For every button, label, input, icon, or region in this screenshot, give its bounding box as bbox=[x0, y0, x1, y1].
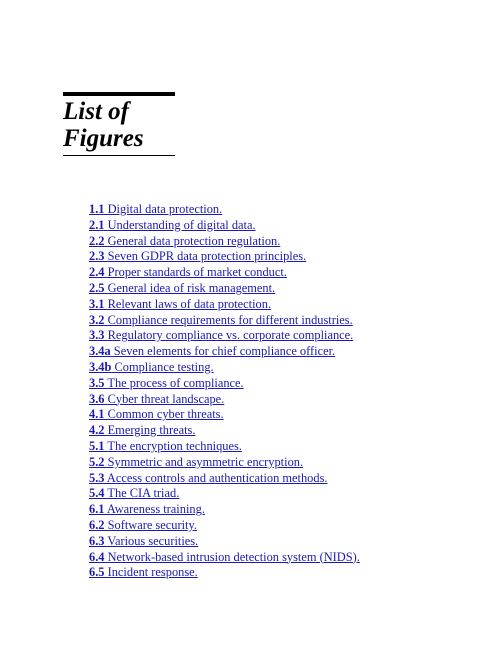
figure-label: Compliance testing. bbox=[114, 359, 214, 374]
figure-link[interactable] bbox=[89, 518, 197, 532]
figure-list bbox=[89, 202, 360, 581]
figure-number: 5.4 bbox=[89, 486, 105, 501]
title-bottom-rule bbox=[63, 155, 175, 156]
figure-list-item bbox=[89, 360, 360, 376]
figure-number: 3.4b bbox=[89, 359, 112, 374]
figure-list-item bbox=[89, 455, 360, 471]
figure-number: 6.5 bbox=[89, 565, 105, 580]
figure-list-item bbox=[89, 407, 360, 423]
figure-link[interactable] bbox=[89, 344, 335, 358]
figure-link[interactable] bbox=[89, 502, 205, 516]
figure-label: Incident response. bbox=[107, 565, 198, 580]
figure-link[interactable] bbox=[89, 486, 179, 500]
title-top-rule bbox=[63, 92, 175, 96]
figure-list-item bbox=[89, 218, 360, 234]
figure-list-item bbox=[89, 265, 360, 281]
figure-number: 2.3 bbox=[89, 249, 105, 264]
figure-link[interactable] bbox=[89, 313, 353, 327]
figure-number: 3.3 bbox=[89, 328, 105, 343]
figure-number: 4.1 bbox=[89, 407, 105, 422]
figure-list-item bbox=[89, 297, 360, 313]
figure-label: Symmetric and asymmetric encryption. bbox=[107, 454, 304, 469]
figure-link[interactable] bbox=[89, 407, 224, 421]
figure-label: Awareness training. bbox=[106, 502, 205, 517]
figure-link[interactable] bbox=[89, 455, 303, 469]
figure-link[interactable] bbox=[89, 550, 360, 564]
figure-number: 6.3 bbox=[89, 533, 105, 548]
figure-link[interactable] bbox=[89, 218, 256, 232]
page-title-line-1: List of bbox=[63, 98, 129, 125]
figure-link[interactable] bbox=[89, 297, 271, 311]
figure-list-item bbox=[89, 502, 360, 518]
figure-number: 6.4 bbox=[89, 549, 105, 564]
figure-list-item bbox=[89, 376, 360, 392]
figure-list-item bbox=[89, 550, 360, 566]
figure-number: 5.3 bbox=[89, 470, 105, 485]
figure-link[interactable] bbox=[89, 202, 222, 216]
figure-number: 6.1 bbox=[89, 502, 105, 517]
figure-number: 2.1 bbox=[89, 217, 105, 232]
figure-label: The CIA triad. bbox=[107, 486, 180, 501]
figure-number: 2.2 bbox=[89, 233, 105, 248]
figure-list-item bbox=[89, 518, 360, 534]
figure-label: Seven elements for chief compliance officer. bbox=[113, 344, 336, 359]
figure-number: 3.4a bbox=[89, 344, 111, 359]
figure-label: The encryption techniques. bbox=[107, 438, 242, 453]
figure-list-item bbox=[89, 486, 360, 502]
figure-link[interactable] bbox=[89, 565, 198, 579]
figure-list-item bbox=[89, 344, 360, 360]
figure-link[interactable] bbox=[89, 376, 244, 390]
figure-label: Network-based intrusion detection system (NIDS). bbox=[107, 549, 360, 564]
figure-number: 5.1 bbox=[89, 438, 105, 453]
figure-label: Relevant laws of data protection. bbox=[107, 296, 272, 311]
figure-label: General idea of risk management. bbox=[107, 280, 276, 295]
figure-number: 1.1 bbox=[89, 202, 105, 216]
figure-list-item bbox=[89, 392, 360, 408]
figure-label: Emerging threats. bbox=[107, 423, 196, 438]
figure-label: Various securities. bbox=[107, 533, 199, 548]
figure-number: 5.2 bbox=[89, 454, 105, 469]
figure-label: General data protection regulation. bbox=[107, 233, 281, 248]
page-title bbox=[63, 98, 144, 152]
figure-link[interactable] bbox=[89, 360, 214, 374]
figure-label: Proper standards of market conduct. bbox=[107, 265, 287, 280]
figure-label: Digital data protection. bbox=[107, 202, 223, 216]
figure-list-item bbox=[89, 423, 360, 439]
figure-list-item bbox=[89, 471, 360, 487]
figure-list-item bbox=[89, 281, 360, 297]
figure-list-item bbox=[89, 313, 360, 329]
figure-list-item bbox=[89, 202, 360, 218]
figure-list-item bbox=[89, 249, 360, 265]
figure-link[interactable] bbox=[89, 265, 287, 279]
figure-label: Understanding of digital data. bbox=[107, 217, 256, 232]
figure-link[interactable] bbox=[89, 392, 224, 406]
figure-list-item bbox=[89, 328, 360, 344]
figure-number: 3.1 bbox=[89, 296, 105, 311]
figure-label: Seven GDPR data protection principles. bbox=[107, 249, 307, 264]
figure-number: 3.2 bbox=[89, 312, 105, 327]
figure-number: 6.2 bbox=[89, 517, 105, 532]
figure-number: 2.4 bbox=[89, 265, 105, 280]
page-title-line-2: Figures bbox=[63, 125, 144, 152]
figure-label: Access controls and authentication methods. bbox=[106, 470, 328, 485]
figure-link[interactable] bbox=[89, 471, 328, 485]
figure-list-item bbox=[89, 534, 360, 550]
figure-label: Compliance requirements for different industries. bbox=[107, 312, 353, 327]
figure-link[interactable] bbox=[89, 234, 280, 248]
figure-list-item bbox=[89, 439, 360, 455]
figure-label: The process of compliance. bbox=[107, 375, 244, 390]
figure-link[interactable] bbox=[89, 328, 353, 342]
figure-link[interactable] bbox=[89, 249, 306, 263]
figure-link[interactable] bbox=[89, 439, 242, 453]
figure-link[interactable] bbox=[89, 534, 198, 548]
figure-label: Regulatory compliance vs. corporate compliance. bbox=[107, 328, 354, 343]
figure-list-item bbox=[89, 234, 360, 250]
figure-link[interactable] bbox=[89, 281, 275, 295]
figure-number: 3.5 bbox=[89, 375, 105, 390]
figure-link[interactable] bbox=[89, 423, 195, 437]
figure-number: 3.6 bbox=[89, 391, 105, 406]
figure-label: Cyber threat landscape. bbox=[107, 391, 225, 406]
figure-label: Common cyber threats. bbox=[107, 407, 224, 422]
figure-label: Software security. bbox=[107, 517, 197, 532]
figure-list-item bbox=[89, 565, 360, 581]
figure-number: 2.5 bbox=[89, 280, 105, 295]
figure-number: 4.2 bbox=[89, 423, 105, 438]
